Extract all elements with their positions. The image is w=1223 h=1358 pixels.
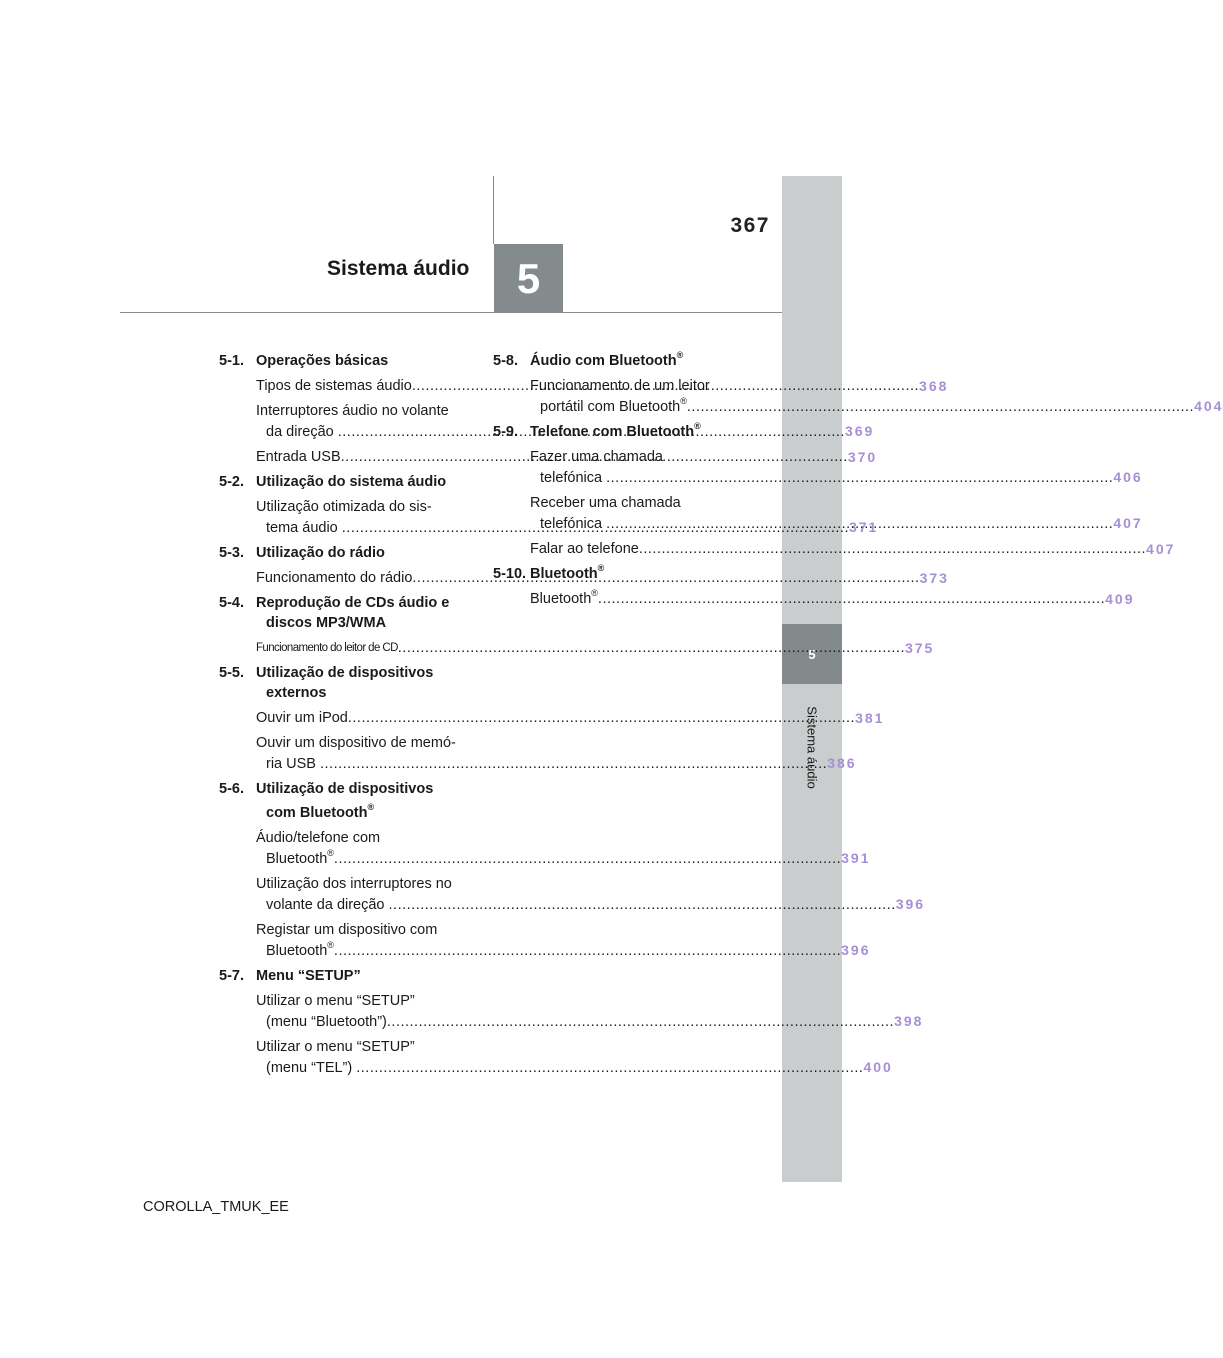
side-tab-chapter[interactable]: 5: [782, 624, 842, 684]
entry-text-line1: Utilização dos interruptores no: [256, 876, 452, 892]
entry-text: volante da direção: [266, 897, 389, 913]
page-link[interactable]: 391: [841, 850, 871, 866]
registered-mark: ®: [327, 940, 334, 951]
toc-entry[interactable]: [493, 588, 1135, 609]
registered-mark: ®: [591, 588, 598, 599]
toc-section-5-8[interactable]: [493, 351, 738, 371]
toc-section-5-2[interactable]: [219, 472, 465, 492]
section-number: 5-7.: [219, 968, 244, 984]
page-link[interactable]: 386: [827, 755, 857, 771]
entry-text: Bluetooth: [266, 851, 328, 867]
header-divider-vertical: [493, 176, 494, 244]
toc-section-5-4[interactable]: [219, 593, 465, 633]
entry-text: Bluetooth: [266, 943, 328, 959]
toc-entry[interactable]: [219, 638, 935, 658]
toc-entry[interactable]: [493, 539, 1176, 559]
section-number: 5-5.: [219, 665, 244, 681]
section-title: Utilização do sistema áudio: [256, 474, 447, 490]
toc-section-5-10[interactable]: [493, 564, 738, 584]
entry-text-line1: Fazer uma chamada: [530, 449, 663, 465]
toc-entry[interactable]: [219, 733, 857, 774]
section-number: 5-9.: [493, 424, 518, 440]
section-number: 5-10.: [493, 566, 527, 582]
page-link[interactable]: 396: [895, 896, 926, 912]
entry-text: Falar ao telefone: [530, 541, 639, 557]
toc-section-5-1[interactable]: [219, 351, 465, 371]
section-title: Menu “SETUP”: [256, 968, 361, 984]
entry-text-line1: Áudio/telefone com: [256, 830, 381, 846]
section-title-line2: discos MP3/WMA: [266, 615, 387, 631]
entry-text-line1: Utilização otimizada do sis-: [256, 499, 432, 515]
registered-mark: ®: [367, 802, 375, 813]
section-number: 5-1.: [219, 353, 244, 369]
entry-text: Funcionamento do leitor de CD: [256, 642, 398, 654]
toc-entry[interactable]: [219, 991, 924, 1032]
entry-text-line1: Interruptores áudio no volante: [256, 403, 449, 419]
toc-section-5-9[interactable]: [493, 422, 738, 442]
entry-text-line1: Ouvir um dispositivo de memó-: [256, 735, 456, 751]
toc-section-5-7[interactable]: [219, 966, 465, 986]
toc-entry[interactable]: [219, 708, 885, 728]
section-title: Telefone com Bluetooth: [530, 424, 695, 440]
entry-text-line1: Utilizar o menu “SETUP”: [256, 993, 415, 1009]
entry-text: telefónica: [540, 516, 607, 532]
entry-text-line1: Receber uma chamada: [530, 495, 681, 511]
entry-text: Funcionamento do rádio: [256, 570, 413, 586]
entry-text: tema áudio: [266, 520, 342, 536]
entry-text: Tipos de sistemas áudio: [256, 378, 412, 394]
entry-text: telefónica: [540, 470, 607, 486]
page-link[interactable]: 370: [847, 449, 878, 465]
toc-entry[interactable]: [219, 874, 926, 915]
toc-section-5-3[interactable]: [219, 543, 465, 563]
page-link[interactable]: 396: [841, 942, 871, 958]
toc-entry[interactable]: [219, 828, 871, 869]
registered-mark: ®: [694, 421, 701, 432]
entry-text: Entrada USB: [256, 449, 341, 465]
section-title: Áudio com Bluetooth: [530, 353, 677, 369]
section-number: 5-6.: [219, 781, 244, 797]
section-title: Utilização de dispositivos: [256, 665, 434, 681]
page-link[interactable]: 368: [919, 378, 949, 394]
page-link[interactable]: 373: [919, 570, 949, 586]
toc-entry[interactable]: [219, 1037, 893, 1078]
page-link[interactable]: 406: [1113, 469, 1143, 485]
registered-mark: ®: [327, 848, 334, 859]
chapter-title: Sistema áudio: [327, 257, 470, 280]
entry-text: (menu “TEL”): [266, 1060, 357, 1076]
page-link[interactable]: 375: [904, 640, 935, 656]
entry-text: Ouvir um iPod: [256, 710, 348, 726]
page-link[interactable]: 407: [1113, 515, 1143, 531]
section-title: Bluetooth: [530, 566, 598, 582]
page-link[interactable]: 404: [1194, 398, 1223, 414]
section-title: Reprodução de CDs áudio e: [256, 595, 450, 611]
document-code: COROLLA_TMUK_EE: [143, 1199, 289, 1215]
section-number: 5-8.: [493, 353, 518, 369]
chapter-number-box: 5: [494, 244, 563, 313]
entry-text: portátil com Bluetooth: [540, 399, 681, 415]
registered-mark: ®: [680, 396, 687, 407]
page-link[interactable]: 381: [855, 710, 885, 726]
page-link[interactable]: 400: [863, 1059, 893, 1075]
registered-mark: ®: [676, 350, 684, 361]
entry-text-line1: Funcionamento de um leitor: [530, 378, 710, 394]
page-number: 367: [730, 214, 770, 237]
section-title: Utilização de dispositivos: [256, 781, 434, 797]
entry-text: Bluetooth: [530, 591, 592, 607]
entry-text-line1: Utilizar o menu “SETUP”: [256, 1039, 415, 1055]
section-number: 5-3.: [219, 545, 244, 561]
section-title: Operações básicas: [256, 353, 389, 369]
section-title-line2: com Bluetooth: [266, 805, 368, 821]
toc-section-5-5[interactable]: [219, 663, 465, 703]
entry-text-line1: Registar um dispositivo com: [256, 922, 438, 938]
toc-entry[interactable]: [219, 920, 871, 961]
section-title: Utilização do rádio: [256, 545, 385, 561]
page-link[interactable]: 369: [844, 423, 875, 439]
entry-text: ria USB: [266, 756, 320, 772]
entry-text: (menu “Bluetooth”): [266, 1014, 387, 1030]
section-title-line2: externos: [266, 685, 327, 701]
section-number: 5-2.: [219, 474, 244, 490]
header-divider-horizontal: [120, 312, 782, 313]
page-link[interactable]: 409: [1105, 591, 1135, 607]
page-link[interactable]: 371: [848, 519, 879, 535]
page-link[interactable]: 407: [1146, 541, 1176, 557]
registered-mark: ®: [597, 563, 605, 574]
toc-section-5-6[interactable]: [219, 779, 465, 823]
page-link[interactable]: 398: [894, 1013, 924, 1029]
entry-text: da direção: [266, 424, 338, 440]
side-tab-label: Sistema áudio: [804, 706, 820, 789]
section-number: 5-4.: [219, 595, 244, 611]
